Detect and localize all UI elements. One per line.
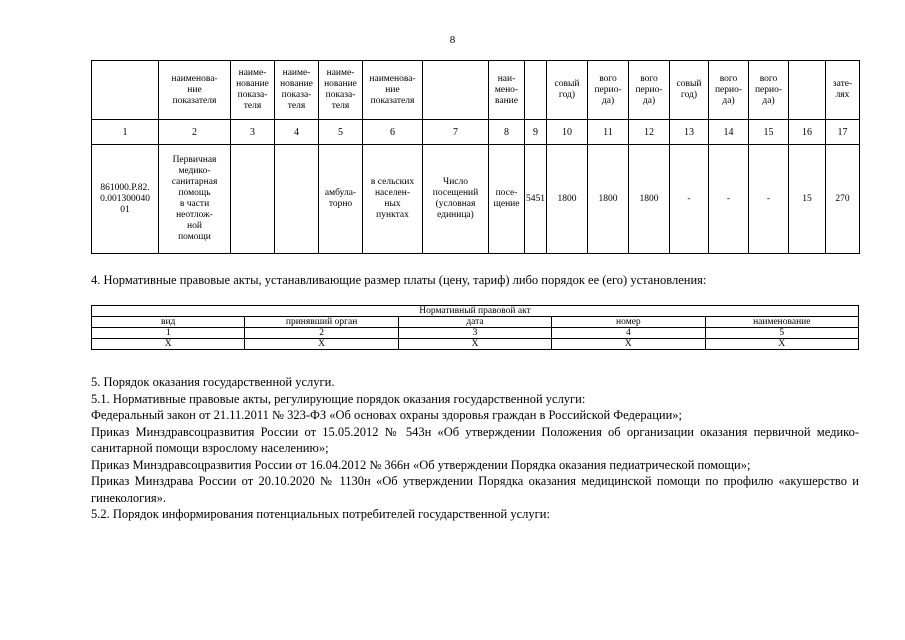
column-number-cell: 16: [789, 120, 826, 145]
table-cell: Х: [705, 339, 858, 350]
table-cell: в сельских населен- ных пунктах: [363, 145, 423, 254]
table-cell: 270: [826, 145, 860, 254]
column-number-cell: 3: [231, 120, 275, 145]
header-cell: [92, 61, 159, 120]
header-cell: совый год): [670, 61, 709, 120]
header-cell: наименова- ние показателя: [363, 61, 423, 120]
column-header-cell: наименование: [705, 317, 858, 328]
header-cell: вого перио- да): [709, 61, 749, 120]
section-5: [91, 374, 859, 523]
header-cell: вого перио- да): [749, 61, 789, 120]
section-5-paragraph: Приказ Минздрава России от 20.10.2020 № 1130н «Об утверждении Порядка оказания медицинской помощи по профилю «акушерство и гинекология».: [91, 474, 859, 505]
table-row: [92, 339, 859, 350]
section-4-heading: 4. Нормативные правовые акты, устанавливающие размер платы (цену, тариф) либо порядок ее (его) установления:: [91, 273, 707, 287]
table-number-row: [92, 120, 860, 145]
table-cell: Х: [92, 339, 245, 350]
column-number-cell: 1: [92, 120, 159, 145]
table-header-row: [92, 61, 860, 120]
section-5-paragraph: Федеральный закон от 21.11.2011 № 323-ФЗ «Об основах охраны здоровья граждан в Российской Федерации»;: [91, 408, 683, 422]
indicators-table: [91, 60, 860, 254]
column-number-cell: 2: [245, 328, 398, 339]
column-number-cell: 1: [92, 328, 245, 339]
table-cell: [231, 145, 275, 254]
table-cell: 5451: [525, 145, 547, 254]
table-cell: амбула- торно: [319, 145, 363, 254]
column-number-cell: 13: [670, 120, 709, 145]
section-5-paragraph: Приказ Минздравсоцразвития России от 16.04.2012 № 366н «Об утверждении Порядка оказания педиатрической помощи»;: [91, 457, 751, 472]
legal-acts-header-row: [92, 317, 859, 328]
header-cell: наиме- нование показа- теля: [275, 61, 319, 120]
table-cell: 1800: [588, 145, 629, 254]
column-number-cell: 12: [629, 120, 670, 145]
column-number-cell: 17: [826, 120, 860, 145]
table-cell: посе- щение: [489, 145, 525, 254]
column-header-cell: дата: [398, 317, 551, 328]
column-header-cell: номер: [552, 317, 705, 328]
page-number: 8: [449, 34, 456, 46]
legal-acts-number-row: [92, 328, 859, 339]
header-cell: [525, 61, 547, 120]
table-cell: 1800: [547, 145, 588, 254]
legal-acts-table: [91, 305, 859, 350]
column-number-cell: 15: [749, 120, 789, 145]
header-cell: зате- лях: [826, 61, 860, 120]
table-cell: 861000.Р.82. 0.001300040 01: [92, 145, 159, 254]
header-cell: вого перио- да): [588, 61, 629, 120]
column-number-cell: 4: [275, 120, 319, 145]
table-cell: Число посещений (условная единица): [423, 145, 489, 254]
table-cell: -: [749, 145, 789, 254]
section-5-paragraph: Приказ Минздравсоцразвития России от 15.05.2012 № 543н «Об утверждении Положения об организации оказания первичной медико-санитарной помощи взрослому населению»;: [91, 424, 859, 455]
table-cell: 15: [789, 145, 826, 254]
column-number-cell: 14: [709, 120, 749, 145]
legal-acts-title: Нормативный правовой акт: [92, 306, 859, 317]
column-number-cell: 3: [398, 328, 551, 339]
table-cell: [275, 145, 319, 254]
header-cell: наи- мено- вание: [489, 61, 525, 120]
column-number-cell: 9: [525, 120, 547, 145]
column-number-cell: 6: [363, 120, 423, 145]
column-number-cell: 5: [319, 120, 363, 145]
column-number-cell: 2: [159, 120, 231, 145]
table-cell: Х: [398, 339, 551, 350]
column-number-cell: 4: [552, 328, 705, 339]
section-5-paragraph: 5. Порядок оказания государственной услуги.: [91, 375, 335, 389]
column-number-cell: 10: [547, 120, 588, 145]
table-cell: -: [670, 145, 709, 254]
section-5-paragraph: 5.1. Нормативные правовые акты, регулирующие порядок оказания государственной услуги:: [91, 391, 586, 406]
header-cell: наиме- нование показа- теля: [319, 61, 363, 120]
table-cell: Первичная медико- санитарная помощь в части неотлож- ной помощи: [159, 145, 231, 254]
column-header-cell: вид: [92, 317, 245, 328]
header-cell: [789, 61, 826, 120]
header-cell: [423, 61, 489, 120]
column-number-cell: 8: [489, 120, 525, 145]
section-5-paragraph: 5.2. Порядок информирования потенциальных потребителей государственной услуги:: [91, 507, 550, 521]
column-number-cell: 7: [423, 120, 489, 145]
table-cell: 1800: [629, 145, 670, 254]
header-cell: вого перио- да): [629, 61, 670, 120]
table-cell: Х: [552, 339, 705, 350]
header-cell: наименова- ние показателя: [159, 61, 231, 120]
column-number-cell: 5: [705, 328, 858, 339]
column-header-cell: принявший орган: [245, 317, 398, 328]
table-row: [92, 145, 860, 254]
header-cell: совый год): [547, 61, 588, 120]
header-cell: наиме- нование показа- теля: [231, 61, 275, 120]
table-cell: Х: [245, 339, 398, 350]
column-number-cell: 11: [588, 120, 629, 145]
table-cell: -: [709, 145, 749, 254]
